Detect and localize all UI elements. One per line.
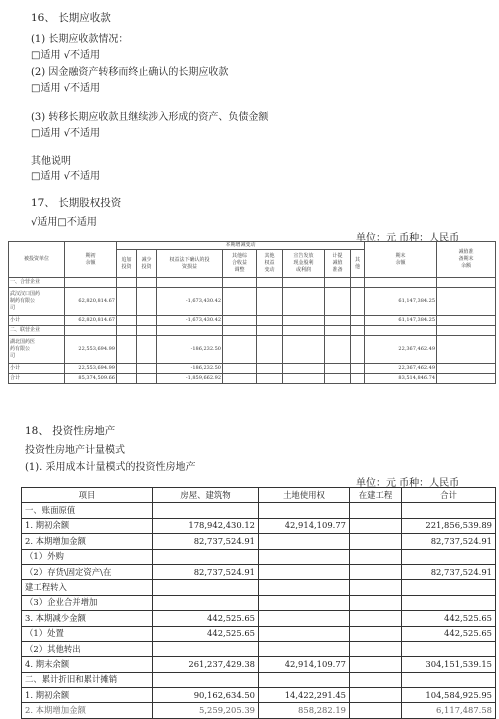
table-cell-close: 22,367,462.49	[365, 336, 437, 364]
table-cell-a	[153, 641, 259, 656]
table-cell-a: 178,942,430.12	[153, 518, 259, 533]
table-cell	[283, 336, 325, 364]
table-row	[22, 549, 496, 564]
table-cell-d	[402, 580, 496, 595]
s16-opt3: □适用 √不适用	[31, 128, 100, 139]
table-row	[22, 657, 496, 672]
table-row	[22, 503, 496, 518]
table-row	[9, 374, 496, 384]
table-cell	[137, 316, 157, 326]
investment-property-table	[21, 487, 496, 719]
table-cell	[137, 374, 157, 384]
s16-sub2: (2) 因金融资产转移而终止确认的长期应收款	[31, 67, 229, 78]
table-cell	[325, 364, 351, 374]
table-cell	[351, 374, 365, 384]
s16-opt4: □适用 √不适用	[31, 171, 100, 182]
table-header-row	[9, 242, 496, 250]
table-cell-c	[350, 580, 402, 595]
table-cell-item: 建工程转入	[22, 580, 153, 595]
table-cell-open	[65, 326, 117, 336]
table-cell-d: 82,737,524.91	[402, 534, 496, 549]
table-cell-d: 221,856,539.89	[402, 518, 496, 533]
table-cell-item: 2. 本期增加金额	[22, 534, 153, 549]
table-cell-name: 一、合营企业	[9, 278, 65, 288]
table-cell-a	[153, 503, 259, 518]
table-cell	[257, 316, 283, 326]
table-row	[22, 611, 496, 626]
table-cell	[257, 374, 283, 384]
table-cell-d: 442,525.65	[402, 626, 496, 641]
table-cell	[257, 278, 283, 288]
table-cell-b	[259, 626, 350, 641]
table-row	[22, 580, 496, 595]
table-cell-b	[259, 641, 350, 656]
table-cell-item: （2）存货\固定资产\在	[22, 564, 153, 579]
table-header-row	[22, 488, 496, 503]
table-cell-d	[402, 641, 496, 656]
table-cell	[437, 288, 496, 316]
table-cell	[351, 336, 365, 364]
table-cell-b	[259, 549, 350, 564]
s16-sub3: (3) 转移长期应收款且继续涉入形成的资产、负债金额	[31, 112, 269, 123]
table-cell-c	[350, 688, 402, 703]
table-cell-a: 82,737,524.91	[153, 534, 259, 549]
table-row	[9, 316, 496, 326]
table-cell-name: 湖北国药医 药有限公 司	[9, 336, 65, 364]
table-cell	[137, 364, 157, 374]
table-cell-a: 261,237,429.38	[153, 657, 259, 672]
section-17-title: 17、 长期股权投资	[31, 197, 122, 209]
table-cell-name: 合计	[9, 374, 65, 384]
table-cell	[283, 364, 325, 374]
table-cell	[223, 374, 257, 384]
table-cell-a: 90,162,634.50	[153, 688, 259, 703]
table-cell-c	[350, 657, 402, 672]
table-cell	[223, 316, 257, 326]
table-cell	[223, 278, 257, 288]
table-cell-d	[402, 672, 496, 687]
table-cell-c	[350, 534, 402, 549]
table-cell-g3: -1,673,430.42	[157, 316, 223, 326]
table-row	[9, 288, 496, 316]
table-cell	[137, 278, 157, 288]
s18-sub: (1). 采用成本计量模式的投资性房地产	[25, 462, 196, 473]
table-cell	[325, 336, 351, 364]
table-cell	[437, 374, 496, 384]
table-cell-d: 82,737,524.91	[402, 564, 496, 579]
table-cell	[117, 278, 137, 288]
table-row	[9, 364, 496, 374]
table-cell-b	[259, 564, 350, 579]
s16-opt1: □适用 √不适用	[31, 50, 100, 61]
table-cell-open: 22,553,694.99	[65, 336, 117, 364]
table-cell	[325, 278, 351, 288]
table-cell	[351, 316, 365, 326]
table-cell-close: 61,147,384.25	[365, 288, 437, 316]
col-header: 宣告发放 现金股利 或利润	[283, 250, 325, 278]
col-header: 权益法下确认的投 资损益	[157, 250, 223, 278]
table-cell-d: 304,151,539.15	[402, 657, 496, 672]
table-cell-item: （3）企业合并增加	[22, 595, 153, 610]
table-cell	[325, 288, 351, 316]
table-cell-close: 22,367,462.49	[365, 364, 437, 374]
table-cell-a: 82,737,524.91	[153, 564, 259, 579]
table-cell-name: 武汉汉口国药 制药有限公 司	[9, 288, 65, 316]
table-cell-b: 14,422,291.45	[259, 688, 350, 703]
table-cell-open: 22,553,694.99	[65, 364, 117, 374]
col-header: 合计	[402, 488, 496, 503]
table-cell	[283, 288, 325, 316]
table-cell-item: 2. 本期增加金额	[22, 703, 153, 718]
table-cell-b: 42,914,109.77	[259, 657, 350, 672]
table-cell-item: （1）处置	[22, 626, 153, 641]
col-header: 期初 余额	[65, 242, 117, 278]
table-cell-a: 442,525.65	[153, 626, 259, 641]
table-cell-open: 85,374,509.66	[65, 374, 117, 384]
table-cell-c	[350, 549, 402, 564]
table-cell-a	[153, 672, 259, 687]
table-row	[22, 534, 496, 549]
table-cell-close	[365, 326, 437, 336]
table-cell-item: 4. 期末余额	[22, 657, 153, 672]
table-cell-item: 1. 期初余额	[22, 688, 153, 703]
table-cell	[137, 288, 157, 316]
table-cell-name: 小计	[9, 316, 65, 326]
table-cell-c	[350, 703, 402, 718]
table-cell	[257, 288, 283, 316]
table-row	[22, 564, 496, 579]
table-cell-c	[350, 595, 402, 610]
table-cell	[283, 316, 325, 326]
s16-opt2: □适用 √不适用	[31, 83, 100, 94]
table-cell	[351, 326, 365, 336]
table-cell-c	[350, 626, 402, 641]
table-cell-b: 858,282.19	[259, 703, 350, 718]
table-cell-item: 1. 期初余额	[22, 518, 153, 533]
table-cell	[257, 326, 283, 336]
col-group-header: 本期增减变动	[117, 242, 365, 250]
table-cell-open: 62,820,814.67	[65, 288, 117, 316]
table-cell	[437, 336, 496, 364]
table-cell-b	[259, 503, 350, 518]
table-cell-a: 5,259,205.39	[153, 703, 259, 718]
table-cell	[117, 288, 137, 316]
table-cell-item: 二、累计折旧和累计摊销	[22, 672, 153, 687]
col-header: 其 他	[351, 250, 365, 278]
table-cell-open: 62,820,814.67	[65, 316, 117, 326]
table-row	[22, 641, 496, 656]
table-cell-c	[350, 564, 402, 579]
table-cell-g3	[157, 278, 223, 288]
table-cell-b	[259, 580, 350, 595]
s16-other: 其他说明	[31, 156, 71, 167]
section-18-title: 18、 投资性房地产	[25, 425, 116, 437]
section-16-title: 16、 长期应收款	[31, 12, 111, 24]
table-cell	[223, 336, 257, 364]
table-cell	[283, 374, 325, 384]
table-cell	[137, 326, 157, 336]
table-cell	[257, 336, 283, 364]
table-cell	[325, 374, 351, 384]
table-cell-name: 小计	[9, 364, 65, 374]
table-row	[9, 336, 496, 364]
col-header: 减值准 备期末 余额	[437, 242, 496, 278]
table-cell-item: 3. 本期减少金额	[22, 611, 153, 626]
table-cell	[437, 278, 496, 288]
table-cell-d	[402, 503, 496, 518]
s16-sub1: (1) 长期应收款情况：	[31, 34, 129, 45]
table-cell-g3: -186,232.50	[157, 364, 223, 374]
col-header: 房屋、建筑物	[153, 488, 259, 503]
table-cell-c	[350, 518, 402, 533]
table-cell	[257, 364, 283, 374]
table-cell-b	[259, 595, 350, 610]
col-header: 在建工程	[350, 488, 402, 503]
s17-opt: √适用□不适用	[31, 217, 97, 228]
table-cell-b: 42,914,109.77	[259, 518, 350, 533]
table-cell-b	[259, 534, 350, 549]
table-cell	[437, 316, 496, 326]
table-cell	[223, 288, 257, 316]
col-header: 追加 投资	[117, 250, 137, 278]
table-row	[22, 672, 496, 687]
table-row	[22, 626, 496, 641]
table-cell	[117, 316, 137, 326]
table-cell-c	[350, 641, 402, 656]
table-cell	[437, 364, 496, 374]
table-cell-g3: -1,673,430.42	[157, 288, 223, 316]
table-cell-item: （1）外购	[22, 549, 153, 564]
table-cell	[223, 364, 257, 374]
table-cell-a: 442,525.65	[153, 611, 259, 626]
table-cell	[117, 336, 137, 364]
table-cell-c	[350, 611, 402, 626]
table-cell-g3: -1,859,662.92	[157, 374, 223, 384]
equity-investment-table	[8, 241, 496, 384]
table-cell	[351, 278, 365, 288]
table-cell-name: 二、联营企业	[9, 326, 65, 336]
table-cell	[117, 374, 137, 384]
col-header: 其他 权益 变动	[257, 250, 283, 278]
table-cell	[437, 326, 496, 336]
table-cell-g3	[157, 326, 223, 336]
s17-unit: 单位：元 币种：人民币	[356, 233, 460, 244]
col-header: 减少 投资	[137, 250, 157, 278]
table-cell-d: 6,117,487.58	[402, 703, 496, 718]
table-row	[9, 278, 496, 288]
table-cell	[325, 316, 351, 326]
table-cell-a	[153, 549, 259, 564]
table-cell-open	[65, 278, 117, 288]
table-row	[22, 703, 496, 718]
table-cell	[325, 326, 351, 336]
table-cell-b	[259, 672, 350, 687]
table-row	[22, 595, 496, 610]
table-cell-a	[153, 580, 259, 595]
table-cell	[137, 336, 157, 364]
table-cell-close: 61,147,384.25	[365, 316, 437, 326]
table-row	[22, 518, 496, 533]
s18-unit: 单位：元 币种：人民币	[356, 478, 460, 489]
col-header: 项目	[22, 488, 153, 503]
table-cell-close: 83,514,846.74	[365, 374, 437, 384]
table-cell-d	[402, 595, 496, 610]
table-cell-item: （2）其他转出	[22, 641, 153, 656]
table-cell-close	[365, 278, 437, 288]
table-cell	[223, 326, 257, 336]
table-cell-b	[259, 611, 350, 626]
table-cell-item: 一、账面原值	[22, 503, 153, 518]
table-cell	[283, 326, 325, 336]
col-header: 被投资单位	[9, 242, 65, 278]
col-header: 土地使用权	[259, 488, 350, 503]
table-cell-c	[350, 672, 402, 687]
table-cell	[283, 278, 325, 288]
table-cell-d	[402, 549, 496, 564]
table-cell-d: 104,584,925.95	[402, 688, 496, 703]
table-cell-d: 442,525.65	[402, 611, 496, 626]
table-cell-a	[153, 595, 259, 610]
table-cell-c	[350, 503, 402, 518]
col-header: 计提 减值 准备	[325, 250, 351, 278]
table-row	[9, 326, 496, 336]
table-row	[22, 688, 496, 703]
col-header: 其他综 合收益 调整	[223, 250, 257, 278]
table-cell	[351, 288, 365, 316]
table-cell	[117, 326, 137, 336]
table-cell-g3: -186,232.50	[157, 336, 223, 364]
table-cell	[117, 364, 137, 374]
s18-mode: 投资性房地产计量模式	[25, 445, 125, 456]
col-header: 期末 余额	[365, 242, 437, 278]
table-cell	[351, 364, 365, 374]
